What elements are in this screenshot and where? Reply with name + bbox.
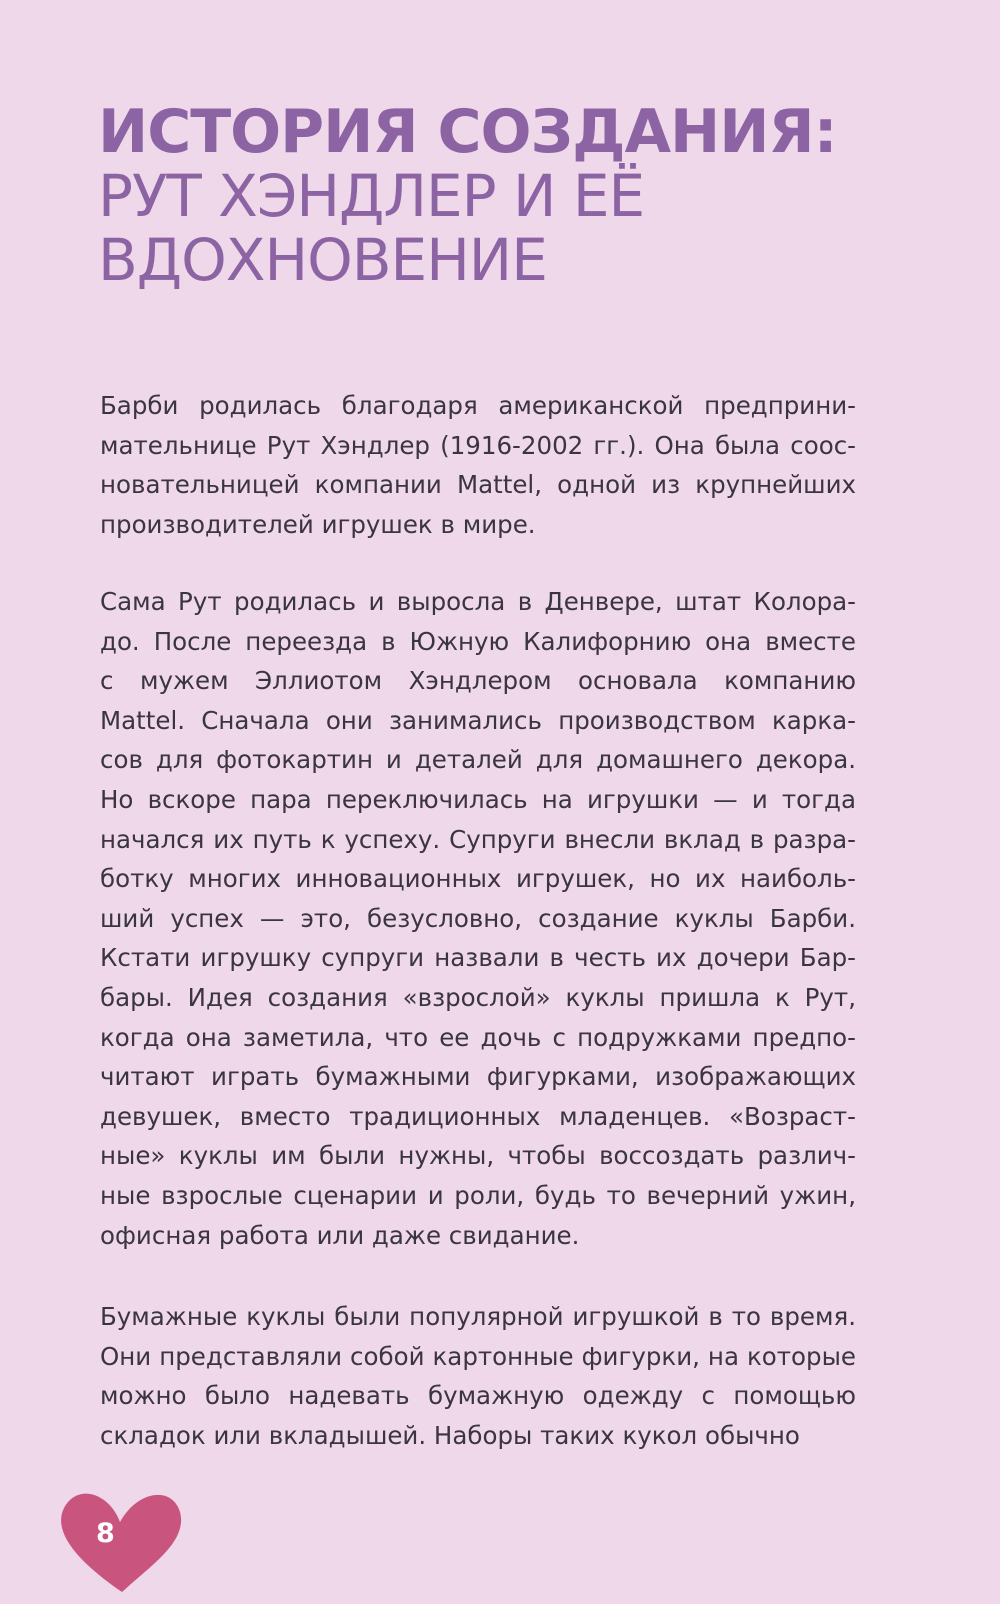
heading-line-1: ИСТОРИЯ СОЗДАНИЯ:: [98, 97, 837, 167]
text-line: начался их путь к успеху. Супруги внесли вклад в разра-: [100, 824, 856, 854]
text-line: ший успех — это, безусловно, создание куклы Барби.: [100, 903, 856, 933]
heading-line-3: ВДОХНОВЕНИЕ: [98, 226, 547, 294]
text-line: ботку многих инновационных игрушек, но их наиболь-: [100, 864, 856, 894]
text-line: с мужем Эллиотом Хэндлером основала компанию: [100, 666, 856, 696]
text-line: сов для фотокартин и деталей для домашнего декора.: [100, 745, 856, 775]
text-line: Бумажные куклы были популярной игрушкой в то время.: [100, 1302, 856, 1331]
paragraph-1: [100, 386, 856, 544]
text-line: Но вскоре пара переключилась на игрушки — и тогда: [100, 784, 856, 814]
heart-icon: [58, 1486, 184, 1594]
text-line: складок или вкладышей. Наборы таких кукол обычно: [100, 1420, 800, 1450]
text-line: читают играть бумажными фигурками, изображающих: [100, 1062, 856, 1092]
text-line: офисная работа или даже свидание.: [100, 1220, 580, 1250]
text-line: Барби родилась благодаря американской предприни-: [100, 391, 856, 420]
text-line: новательницей компании Mattel, одной из крупнейших: [100, 470, 856, 500]
text-line: когда она заметила, что ее дочь с подружками предпо-: [100, 1022, 856, 1052]
text-line: ные» куклы им были нужны, чтобы воссоздать различ-: [100, 1141, 856, 1171]
text-line: Они представляли собой картонные фигурки, на которые: [100, 1341, 856, 1371]
text-line: ные взрослые сценарии и роли, будь то вечерний ужин,: [100, 1180, 856, 1210]
text-line: Mattel. Сначала они занимались производством карка-: [100, 705, 856, 735]
text-line: до. После переезда в Южную Калифорнию она вместе: [100, 626, 856, 656]
text-line: можно было надевать бумажную одежду с помощью: [100, 1381, 856, 1411]
heading-line-2: РУТ ХЭНДЛЕР И ЕЁ: [98, 162, 645, 230]
text-line: мательнице Рут Хэндлер (1916-2002 гг.). Она была соос-: [100, 430, 856, 460]
text-line: девушек, вместо традиционных младенцев. «Возраст-: [100, 1101, 856, 1131]
text-line: Сама Рут родилась и выросла в Денвере, штат Колора-: [100, 587, 856, 616]
paragraph-2: [100, 582, 856, 1255]
text-line: Кстати игрушку супруги назвали в честь их дочери Бар-: [100, 943, 856, 973]
paragraph-3: [100, 1297, 856, 1455]
text-line: производителей игрушек в мире.: [100, 509, 536, 539]
chapter-heading: [98, 97, 837, 294]
text-line: бары. Идея создания «взрослой» куклы пришла к Рут,: [100, 982, 856, 1012]
page-number: 8: [96, 1518, 115, 1549]
